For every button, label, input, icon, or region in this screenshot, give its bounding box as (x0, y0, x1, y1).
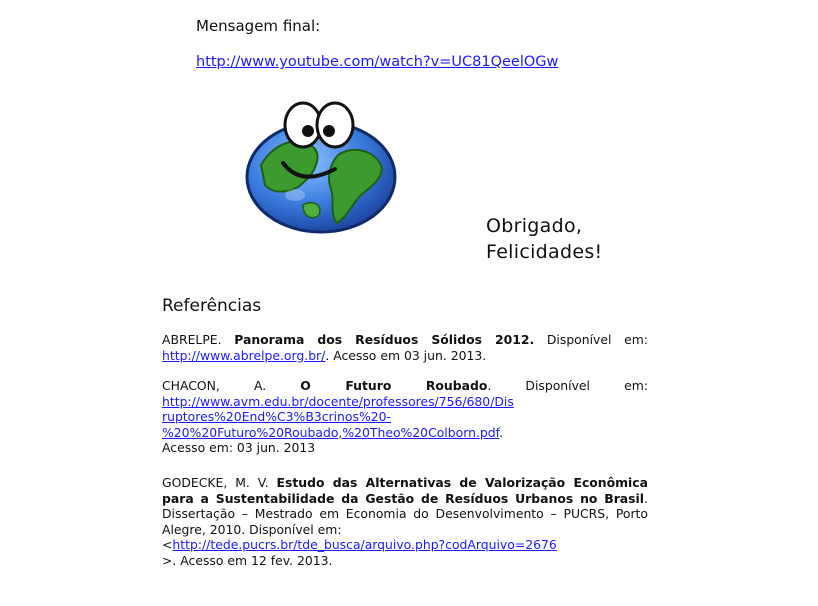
reference-1-available: Disponível em: (546, 332, 648, 347)
reference-2-link-part-3[interactable]: %20%20Futuro%20Roubado,%20Theo%20Colborn.pdf (162, 424, 500, 440)
reference-3-detail: . Dissertação – Mestrado em Economia do Desenvolvimento – PUCRS, Porto Alegre, 2010. Disponível em: (162, 490, 648, 537)
reference-1-line-2 (162, 348, 648, 364)
reference-1-title: Panorama dos Resíduos Sólidos 2012. (234, 332, 535, 347)
smiling-earth-globe-icon (243, 95, 403, 235)
final-message-link[interactable]: http://www.youtube.com/watch?v=UC81QeelOGw (196, 54, 559, 70)
reference-2-line-1 (162, 378, 648, 394)
reference-3-url-line (162, 537, 648, 553)
reference-2-link-part-1[interactable]: http://www.avm.edu.br/docente/professores/756/680/Dis (162, 393, 514, 409)
reference-2-line-2 (162, 394, 648, 410)
reference-2-access: Acesso em: 03 jun. 2013 (162, 440, 316, 455)
references-heading: Referências (162, 296, 262, 316)
reference-item-3 (162, 475, 648, 568)
reference-1-author: ABRELPE. (162, 332, 222, 347)
thanks-line-1: Obrigado, (486, 215, 583, 237)
reference-1-line-1 (162, 332, 648, 348)
reference-item-2 (162, 378, 648, 456)
reference-1-access: . Acesso em 03 jun. 2013. (325, 347, 487, 363)
final-message-label: Mensagem final: (196, 17, 321, 35)
reference-2-available: . Disponível em: (487, 378, 648, 393)
reference-2-author: CHACON, A. (162, 378, 267, 393)
reference-2-url-end: . (499, 424, 504, 440)
reference-2-line-4 (162, 425, 648, 441)
reference-3-access: >. Acesso em 12 fev. 2013. (162, 552, 333, 568)
reference-3-url-prefix: < (162, 537, 173, 552)
thanks-message (486, 213, 602, 265)
reference-3-author: GODECKE, M. V. (162, 475, 269, 490)
reference-1-link[interactable]: http://www.abrelpe.org.br/ (162, 347, 326, 363)
reference-2-title: O Futuro Roubado (300, 378, 488, 393)
thanks-line-2: Felicidades! (486, 241, 603, 263)
reference-3-link[interactable]: http://tede.pucrs.br/tde_busca/arquivo.php?codArquivo=2676 (172, 537, 557, 552)
reference-3-title: Estudo das Alternativas de Valorização Econômica para a Sustentabilidade da Gestão de Resíduos Urbanos no Brasil (162, 475, 649, 506)
reference-2-line-3 (162, 409, 648, 425)
reference-item-1 (162, 332, 648, 363)
reference-2-link-part-2[interactable]: ruptores%20End%C3%B3crinos%20- (162, 409, 391, 424)
